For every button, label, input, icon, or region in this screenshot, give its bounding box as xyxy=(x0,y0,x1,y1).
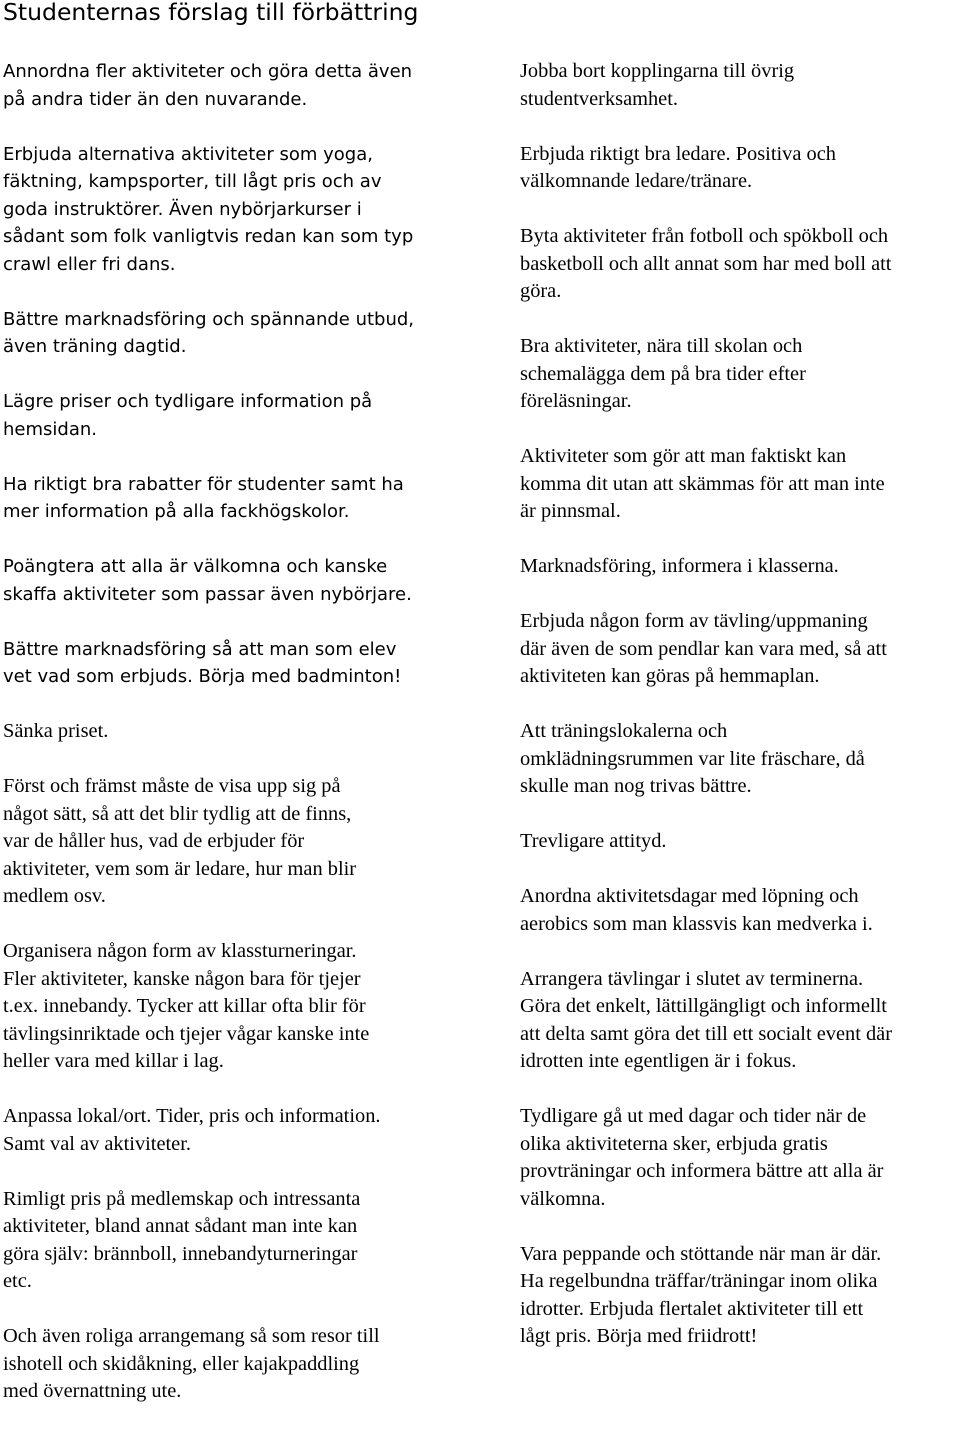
suggestion-paragraph: Vara peppande och stöttande när man är där. Ha regelbundna träffar/träningar inom olika idrotter. Erbjuda flertalet aktiviteter till ett lågt pris. Börja med friidrott! xyxy=(520,1242,882,1347)
suggestion-paragraph: Bra aktiviteter, nära till skolan och schemalägga dem på bra tider efter föreläsningar. xyxy=(520,335,806,412)
suggestion-paragraph: Ha riktigt bra rabatter för studenter samt ha mer information på alla fackhögskolor. xyxy=(3,473,404,522)
suggestion-paragraph: Rimligt pris på medlemskap och intressanta aktiviteter, bland annat sådant man inte kan göra själv: brännboll, innebandyturneringar etc. xyxy=(3,1187,361,1292)
page-title: Studenternas förslag till förbättring xyxy=(3,0,419,26)
suggestion-paragraph: Bättre marknadsföring så att man som elev vet vad som erbjuds. Börja med badminton! xyxy=(3,638,402,687)
suggestion-paragraph: Bättre marknadsföring och spännande utbud, även träning dagtid. xyxy=(3,308,415,357)
suggestion-paragraph: Först och främst måste de visa upp sig på något sätt, så att det blir tydlig att de finns, var de håller hus, vad de erbjuder för aktiviteter, vem som är ledare, hur man blir medlem osv. xyxy=(3,775,357,907)
suggestion-paragraph: Att träningslokalerna och omklädningsrummen var lite fräschare, då skulle man nog trivas bättre. xyxy=(520,720,865,797)
suggestion-paragraph: Tydligare gå ut med dagar och tider när de olika aktiviteterna sker, erbjuda gratis provträningar och informera bättre att alla är välkomna. xyxy=(520,1105,884,1210)
suggestion-paragraph: Erbjuda alternativa aktiviteter som yoga, fäktning, kampsporter, till lågt pris och av goda instruktörer. Även nybörjarkurser i sådant som folk vanligtvis redan kan som typ crawl eller fri dans. xyxy=(3,143,414,275)
right-column xyxy=(520,58,960,1378)
left-column xyxy=(3,58,473,1433)
suggestion-paragraph: Annordna fler aktiviteter och göra detta även på andra tider än den nuvarande. xyxy=(3,61,413,110)
suggestion-paragraph: Sänka priset. xyxy=(3,720,109,742)
suggestion-paragraph: Marknadsföring, informera i klasserna. xyxy=(520,555,839,577)
suggestion-paragraph: Och även roliga arrangemang så som resor till ishotell och skidåkning, eller kajakpaddling med övernattning ute. xyxy=(3,1325,380,1402)
suggestion-paragraph: Poängtera att alla är välkomna och kanske skaffa aktiviteter som passar även nybörjare. xyxy=(3,556,412,605)
suggestion-paragraph: Trevligare attityd. xyxy=(520,830,667,852)
suggestion-paragraph: Jobba bort kopplingarna till övrig studentverksamhet. xyxy=(520,60,795,110)
suggestion-paragraph: Lägre priser och tydligare information på hemsidan. xyxy=(3,391,373,440)
suggestion-paragraph: Organisera någon form av klassturneringar. Fler aktiviteter, kanske någon bara för tjejer t.ex. innebandy. Tycker att killar ofta blir för tävlingsinriktade och tjejer vågar kanske inte heller vara med killar i lag. xyxy=(3,940,370,1072)
suggestion-paragraph: Byta aktiviteter från fotboll och spökboll och basketboll och allt annat som har med boll att göra. xyxy=(520,225,892,302)
suggestion-paragraph: Aktiviteter som gör att man faktiskt kan komma dit utan att skämmas för att man inte är pinnsmal. xyxy=(520,445,885,522)
suggestion-paragraph: Erbjuda riktigt bra ledare. Positiva och välkomnande ledare/tränare. xyxy=(520,142,836,192)
suggestion-paragraph: Anordna aktivitetsdagar med löpning och aerobics som man klassvis kan medverka i. xyxy=(520,885,873,935)
suggestion-paragraph: Anpassa lokal/ort. Tider, pris och information. Samt val av aktiviteter. xyxy=(3,1105,381,1155)
suggestion-paragraph: Arrangera tävlingar i slutet av terminerna. Göra det enkelt, lättillgängligt och informellt att delta samt göra det till ett socialt event där idrotten inte egentligen är i fokus. xyxy=(520,967,892,1072)
suggestion-paragraph: Erbjuda någon form av tävling/uppmaning där även de som pendlar kan vara med, så att aktiviteten kan göras på hemmaplan. xyxy=(520,610,887,687)
